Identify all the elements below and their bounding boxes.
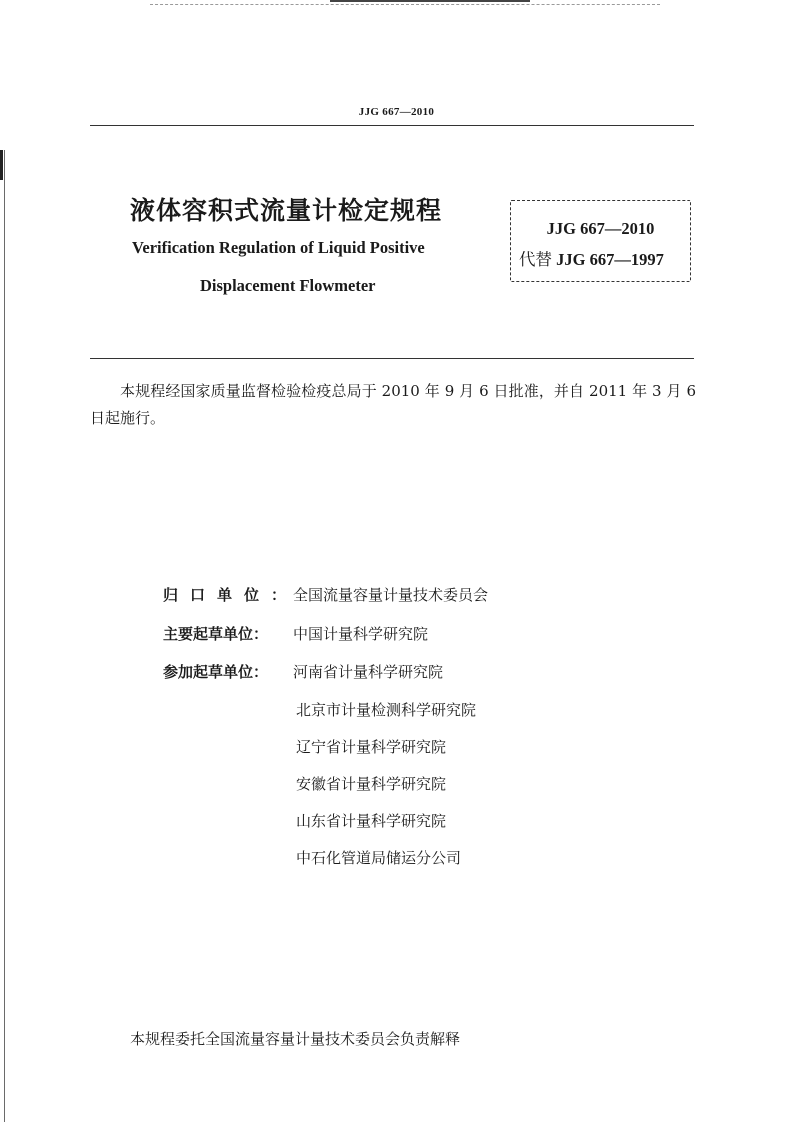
- scan-edge-top-dark: [330, 0, 530, 2]
- standard-code-box: [510, 200, 691, 282]
- org-row-main-drafting: [163, 623, 428, 645]
- org-participant: 辽宁省计量科学研究院: [296, 738, 447, 756]
- section-rule: [90, 358, 694, 359]
- org-label-main-drafting: 主要起草单位：: [163, 625, 269, 643]
- interpretation-note: 本规程委托全国流量容量计量技术委员会负责解释: [130, 1030, 461, 1048]
- org-value-main-drafting: 中国计量科学研究院: [293, 625, 429, 643]
- org-label-responsible: 归口单位：: [163, 586, 299, 604]
- org-participant: 山东省计量科学研究院: [296, 812, 447, 830]
- replaces-prefix: 代替: [519, 250, 552, 269]
- running-header: JJG 667—2010: [358, 106, 435, 118]
- replaces-line: [519, 246, 664, 270]
- scan-edge-left: [4, 150, 5, 1122]
- standard-code: JJG 667—2010: [546, 219, 655, 238]
- org-participant: 北京市计量检测科学研究院: [296, 701, 477, 719]
- org-label-participating: 参加起草单位：: [163, 663, 269, 681]
- org-value-participating: 河南省计量科学研究院: [293, 663, 444, 681]
- org-participant: 安徽省计量科学研究院: [296, 775, 447, 793]
- scan-edge-top: [150, 4, 660, 5]
- replaced-code: JJG 667—1997: [556, 250, 664, 269]
- org-participant: 中石化管道局储运分公司: [296, 849, 462, 867]
- approval-statement: 本规程经国家质量监督检验检疫总局于 2010 年 9 月 6 日批准，并自 2011 年 3 月 6 日起施行。: [90, 382, 696, 427]
- org-value-responsible: 全国流量容量计量技术委员会: [293, 586, 489, 604]
- title-chinese: 液体容积式流量计检定规程: [130, 196, 443, 225]
- header-rule: [90, 125, 694, 126]
- org-row-responsible: [163, 584, 488, 606]
- org-row-participating: [163, 661, 443, 683]
- title-english-line1: Verification Regulation of Liquid Positive: [132, 238, 425, 257]
- title-english-line2: Displacement Flowmeter: [200, 276, 376, 295]
- scan-edge-left-mark: [0, 150, 3, 180]
